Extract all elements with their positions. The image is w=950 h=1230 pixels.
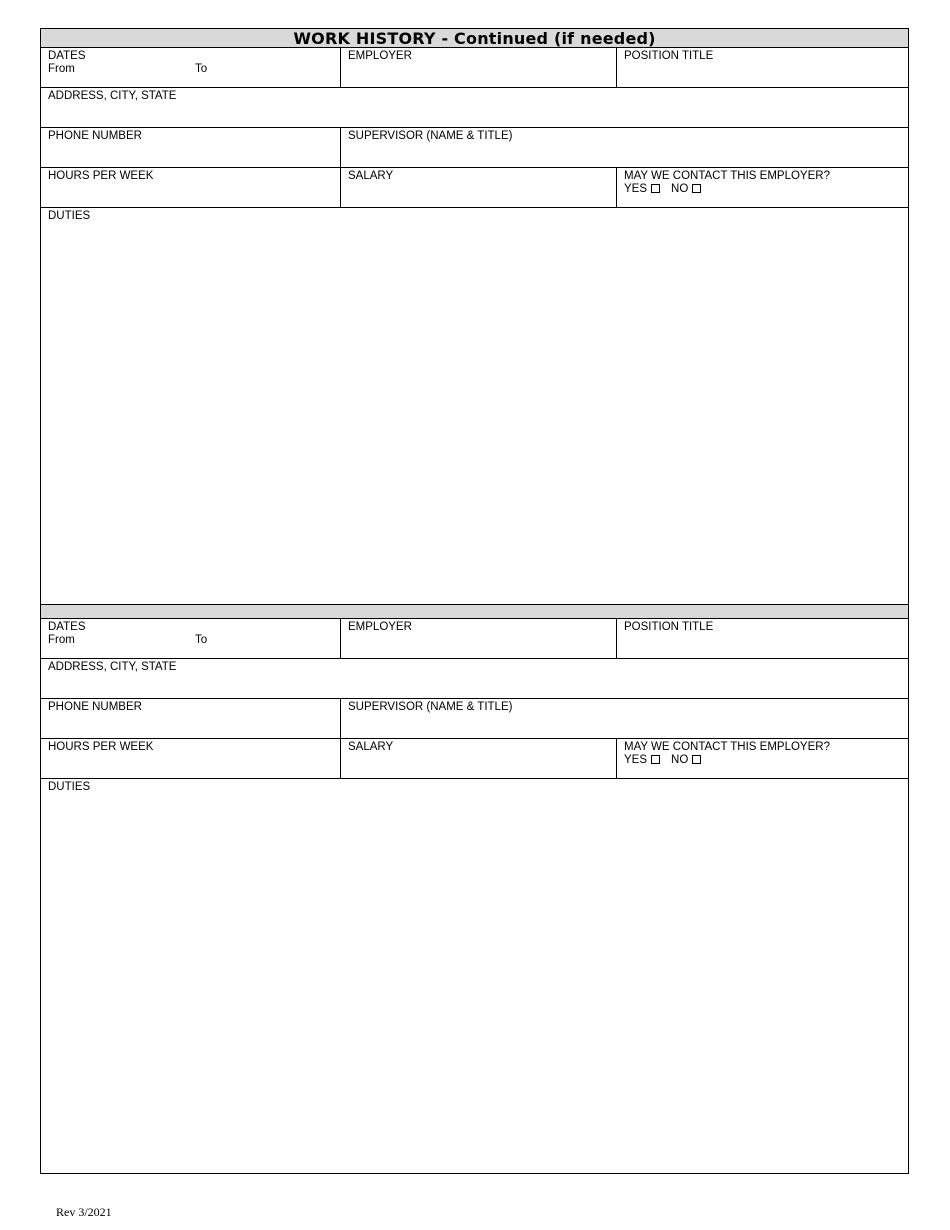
position-title-field[interactable] [617,619,909,659]
hours-per-week-field[interactable] [41,168,341,208]
supervisor-field[interactable] [341,699,909,739]
dates-label: DATES [48,50,86,62]
dates-field[interactable] [41,48,341,88]
position-title-label: POSITION TITLE [624,621,714,633]
employer-label: EMPLOYER [348,50,412,62]
duties-label: DUTIES [48,781,91,793]
contact-employer-field [617,168,909,208]
address-field[interactable] [41,659,909,699]
no-label: NO [671,754,689,766]
duties-label: DUTIES [48,210,91,222]
supervisor-label: SUPERVISOR (NAME & TITLE) [348,701,513,713]
revision-date: Rev 3/2021 [56,1205,112,1219]
yes-label: YES [624,183,648,195]
employer-field[interactable] [341,619,617,659]
duties-field[interactable] [41,779,908,1173]
work-history-form [40,28,909,1174]
employer-field[interactable] [341,48,617,88]
contact-employer-label: MAY WE CONTACT THIS EMPLOYER? [624,741,830,753]
section-divider [41,604,908,619]
from-label: From [48,63,75,75]
address-label: ADDRESS, CITY, STATE [48,90,177,102]
supervisor-field[interactable] [341,128,909,168]
duties-field[interactable] [41,208,908,604]
from-label: From [48,634,75,646]
address-label: ADDRESS, CITY, STATE [48,661,177,673]
contact-employer-label: MAY WE CONTACT THIS EMPLOYER? [624,170,830,182]
supervisor-label: SUPERVISOR (NAME & TITLE) [348,130,513,142]
yes-checkbox[interactable] [651,184,660,193]
phone-number-field[interactable] [41,128,341,168]
salary-label: SALARY [348,170,394,182]
contact-employer-field [617,739,909,779]
hours-per-week-label: HOURS PER WEEK [48,741,154,753]
no-checkbox[interactable] [692,755,701,764]
salary-field[interactable] [341,168,617,208]
yes-label: YES [624,754,648,766]
dates-label: DATES [48,621,86,633]
employer-label: EMPLOYER [348,621,412,633]
hours-per-week-label: HOURS PER WEEK [48,170,154,182]
hours-per-week-field[interactable] [41,739,341,779]
position-title-field[interactable] [617,48,909,88]
yes-checkbox[interactable] [651,755,660,764]
position-title-label: POSITION TITLE [624,50,714,62]
no-label: NO [671,183,689,195]
salary-field[interactable] [341,739,617,779]
to-label: To [195,63,208,75]
phone-number-label: PHONE NUMBER [48,701,142,713]
address-field[interactable] [41,88,909,128]
dates-field[interactable] [41,619,341,659]
form-title: WORK HISTORY - Continued (if needed) [41,29,908,48]
no-checkbox[interactable] [692,184,701,193]
salary-label: SALARY [348,741,394,753]
to-label: To [195,634,208,646]
phone-number-label: PHONE NUMBER [48,130,142,142]
phone-number-field[interactable] [41,699,341,739]
